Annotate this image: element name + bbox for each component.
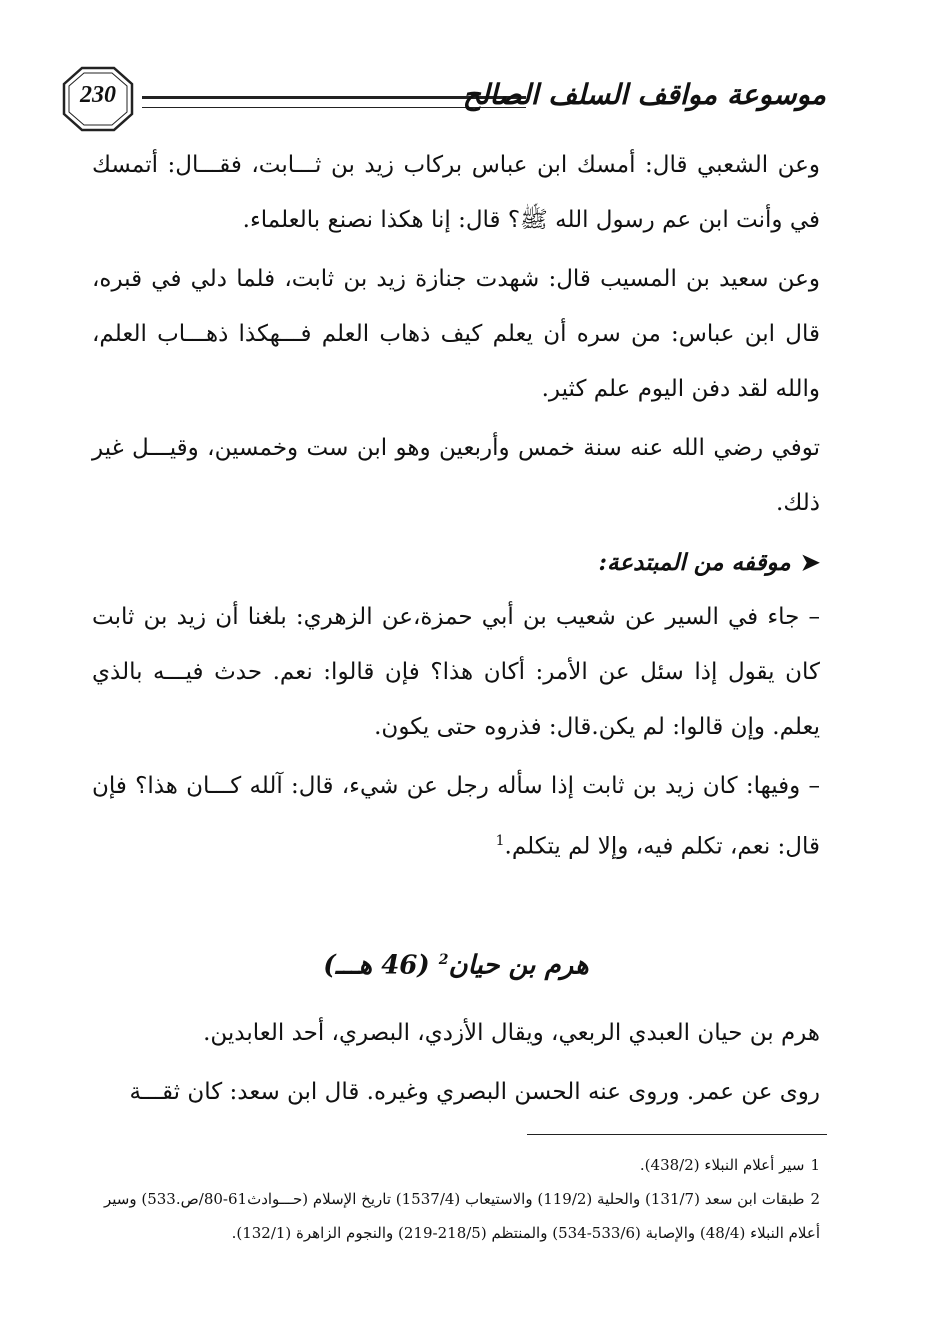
footnote-number: 2	[810, 1190, 820, 1208]
paragraph-text: – وفيها: كان زيد بن ثابت إذا سأله رجل عن شيء، قال: آلله كـــان هذا؟ فإن قال: نعم، تكلم فيه، وإلا لم يتكلم.	[92, 773, 820, 860]
footnote-divider	[527, 1134, 827, 1135]
footnote-ref: 2	[438, 951, 449, 968]
biography-name: هرم بن حيان	[448, 950, 589, 981]
footnote	[92, 1182, 820, 1250]
section-heading	[92, 535, 820, 590]
paragraph: هرم بن حيان العبدي الربعي، ويقال الأزدي، البصري، أحد العابدين.	[203, 1020, 820, 1047]
footnote-number: 1	[810, 1156, 820, 1174]
page-header	[60, 64, 826, 134]
page-number: 230	[80, 82, 116, 108]
biography-heading	[92, 925, 820, 1001]
paragraph: وعن الشعبي قال: أمسك ابن عباس بركاب زيد بن ثـــابت، فقـــال: أتمسك في وأنت ابن عم رسول الله ﷺ؟ قال: إنا هكذا نصنع بالعلماء.	[92, 152, 820, 233]
section-heading-text: موقفه من المبتدعة:	[598, 549, 791, 576]
book-title: موسوعة مواقف السلف الصالح	[462, 78, 826, 111]
page-number-badge	[60, 64, 136, 134]
footnote-text: طبقات ابن سعد (131/7) والحلية (119/2) والاستيعاب (1537/4) تاريخ الإسلام (حـــوادث61-80/ص.533) وسير أعلام النبلاء (48/4) والإصابة (533/6-534) والمنتظم (218/5-219) والنجوم الزاهرة (132/1).	[103, 1190, 820, 1242]
arrow-bullet-icon: ➤	[800, 549, 820, 576]
page-content	[92, 138, 820, 1120]
paragraph	[92, 759, 820, 875]
footnote-text: سير أعلام النبلاء (438/2).	[639, 1156, 805, 1174]
biography-year: (46 هـــ)	[323, 950, 430, 981]
footnote	[92, 1148, 820, 1182]
footnote-ref: 1	[495, 833, 505, 849]
paragraph: – جاء في السير عن شعيب بن أبي حمزة،عن الزهري: بلغنا أن زيد بن ثابت كان يقول إذا سئل عن الأمر: أكان هذا؟ فإن قالوا: نعم. حدث فيـــه بالذي يعلم. وإن قالوا: لم يكن.قال: فذروه حتى يكون.	[92, 604, 820, 740]
paragraph: توفي رضي الله عنه سنة خمس وأربعين وهو ابن ست وخمسين، وقيـــل غير ذلك.	[92, 435, 820, 516]
footnotes	[92, 1148, 820, 1250]
paragraph: وعن سعيد بن المسيب قال: شهدت جنازة زيد بن ثابت، فلما دلي في قبره، قال ابن عباس: من سره أن يعلم كيف ذهاب العلم فـــهكذا ذهـــاب العلم، والله لقد دفن اليوم علم كثير.	[92, 266, 820, 402]
paragraph: روى عن عمر. وروى عنه الحسن البصري وغيره. قال ابن سعد: كان ثقـــة	[129, 1079, 820, 1106]
